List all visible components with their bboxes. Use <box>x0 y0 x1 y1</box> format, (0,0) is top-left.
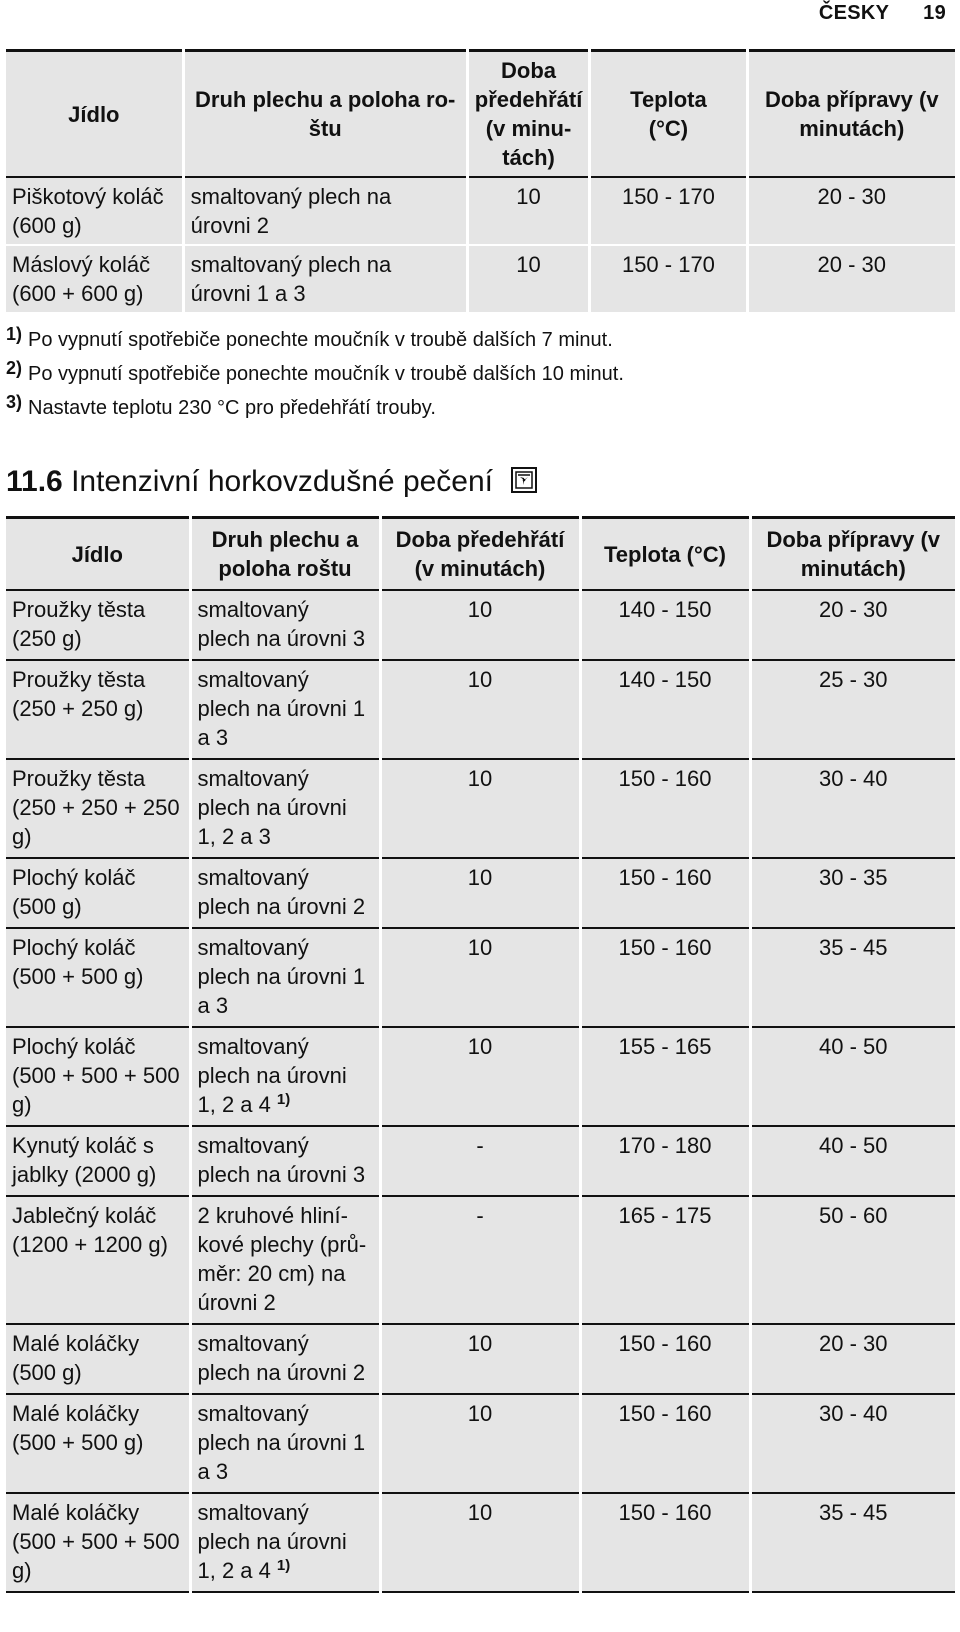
column-header-food: Jídlo <box>6 518 190 591</box>
column-header-temperature: Teplota (°C) <box>590 51 747 178</box>
cell-preheat-text: 10 <box>516 184 541 209</box>
cell-temperature <box>580 1324 750 1394</box>
cell-temperature-text: 170 - 180 <box>618 1133 712 1158</box>
cell-tray-text: smaltovaný plech na úrovni 1, 2 a 4 <box>197 1034 347 1117</box>
cell-food <box>6 1493 190 1592</box>
cell-food-text: Piškotový koláč (600 g) <box>12 184 164 238</box>
cell-food-text: Plochý koláč (500 g) <box>12 865 136 919</box>
footnote-reference: 1) <box>276 1556 291 1574</box>
cell-food <box>6 1196 190 1324</box>
footnote-reference: 1) <box>276 1090 291 1108</box>
cell-preheat-text: 10 <box>467 935 493 960</box>
cell-food <box>6 928 190 1027</box>
column-header-tray: Druh plechu a poloha roštu <box>190 518 380 591</box>
cell-tray <box>190 590 380 660</box>
cell-food-text: Proužky těsta (250 + 250 + 250 g) <box>12 766 180 849</box>
cell-time-text: 35 - 45 <box>819 935 888 960</box>
cell-preheat-text: 10 <box>467 1034 493 1059</box>
footnote-number: 3) <box>6 392 23 412</box>
cell-time-text: 30 - 35 <box>819 865 888 890</box>
cell-food <box>6 1027 190 1126</box>
cell-tray <box>190 1027 380 1126</box>
cell-food <box>6 1394 190 1493</box>
cell-time-text: 25 - 30 <box>819 667 888 692</box>
cell-food-text: Malé koláčky (500 + 500 + 500 g) <box>12 1500 180 1583</box>
cell-time <box>750 660 955 759</box>
cell-time-text: 35 - 45 <box>819 1500 888 1525</box>
cell-preheat <box>380 1493 580 1592</box>
column-header-food: Jídlo <box>6 51 183 178</box>
cell-food <box>6 1126 190 1196</box>
cell-preheat <box>467 245 590 313</box>
cell-time <box>750 1324 955 1394</box>
cell-preheat <box>467 177 590 245</box>
cell-preheat-text: 10 <box>467 865 493 890</box>
cell-temperature <box>580 928 750 1027</box>
cell-temperature <box>590 177 747 245</box>
cell-tray <box>190 928 380 1027</box>
cell-temperature <box>580 759 750 858</box>
cell-temperature-text: 150 - 160 <box>618 1331 712 1356</box>
cell-preheat-text: 10 <box>467 1500 493 1525</box>
section-title-text: Intenzivní horkovzdušné pečení <box>71 465 494 498</box>
cell-temperature-text: 155 - 165 <box>618 1034 712 1059</box>
cell-tray <box>183 245 467 313</box>
cell-preheat-text: 10 <box>467 667 493 692</box>
cell-preheat-text: - <box>476 1133 484 1158</box>
cell-preheat <box>380 928 580 1027</box>
cell-time <box>750 1394 955 1493</box>
cell-preheat <box>380 759 580 858</box>
cell-preheat-text: 10 <box>467 1331 493 1356</box>
cell-tray <box>190 1324 380 1394</box>
cell-temperature <box>580 1493 750 1592</box>
cell-food <box>6 245 183 313</box>
cell-tray-text: smaltovaný plech na úrovni 1 a 3 <box>197 1401 366 1484</box>
cell-temperature-text: 140 - 150 <box>618 667 712 692</box>
column-header-time: Doba přípravy (v minutách) <box>766 527 941 581</box>
cell-tray-text: smaltovaný plech na úrovni 1, 2 a 3 <box>197 766 347 849</box>
cell-tray-text: smaltovaný plech na úrovni 2 <box>190 184 392 238</box>
cell-food <box>6 858 190 928</box>
cell-food-text: Proužky těsta (250 g) <box>12 597 146 651</box>
table-row <box>6 759 955 858</box>
true-fan-cooking-icon <box>511 467 537 493</box>
cell-preheat <box>380 1394 580 1493</box>
cell-preheat <box>380 1196 580 1324</box>
cell-temperature-text: 150 - 170 <box>621 252 715 277</box>
column-header-tray: Druh plechu a poloha ro- štu <box>183 51 467 178</box>
footnote-number: 1) <box>6 324 23 344</box>
cell-preheat <box>380 660 580 759</box>
cell-temperature-text: 150 - 160 <box>618 1401 712 1426</box>
cell-time <box>750 928 955 1027</box>
cell-tray-text: smaltovaný plech na úrovni 3 <box>197 597 366 651</box>
cell-time <box>750 1126 955 1196</box>
cell-time <box>750 1493 955 1592</box>
table-row <box>6 1324 955 1394</box>
cell-temperature-text: 150 - 160 <box>618 935 712 960</box>
table-row <box>6 1394 955 1493</box>
cell-tray <box>190 1394 380 1493</box>
cell-preheat <box>380 1324 580 1394</box>
cell-tray <box>183 177 467 245</box>
cell-preheat-text: 10 <box>467 597 493 622</box>
column-header-temperature: Teplota (°C) <box>580 518 750 591</box>
cell-preheat-text: 10 <box>516 252 541 277</box>
cell-time <box>747 177 955 245</box>
cell-tray <box>190 1126 380 1196</box>
cell-time-text: 20 - 30 <box>819 597 888 622</box>
cell-food-text: Plochý koláč (500 + 500 + 500 g) <box>12 1034 180 1117</box>
cell-time-text: 40 - 50 <box>819 1133 888 1158</box>
column-header-preheat: Doba předehřátí (v minu- tách) <box>467 51 590 178</box>
cell-temperature <box>580 858 750 928</box>
table-row <box>6 660 955 759</box>
cell-food <box>6 759 190 858</box>
cell-food-text: Proužky těsta (250 + 250 g) <box>12 667 146 721</box>
footnote-text: Po vypnutí spotřebiče ponechte moučník v troubě dalších 10 minut. <box>28 363 624 385</box>
table-row <box>6 858 955 928</box>
cell-time <box>750 858 955 928</box>
cell-preheat-text: - <box>476 1203 484 1228</box>
cell-temperature <box>580 590 750 660</box>
cell-tray <box>190 1493 380 1592</box>
cell-temperature <box>580 660 750 759</box>
cell-food-text: Kynutý koláč s jablky (2000 g) <box>12 1133 157 1187</box>
cell-temperature-text: 150 - 160 <box>618 865 712 890</box>
baking-table-2 <box>6 516 955 1593</box>
table-row <box>6 1126 955 1196</box>
section-title <box>6 462 537 502</box>
cell-temperature-text: 150 - 160 <box>618 766 712 791</box>
cell-food <box>6 660 190 759</box>
table-row <box>6 590 955 660</box>
table-row <box>6 1027 955 1126</box>
cell-food <box>6 177 183 245</box>
cell-preheat-text: 10 <box>467 766 493 791</box>
cell-temperature <box>590 245 747 313</box>
cell-tray-text: smaltovaný plech na úrovni 1 a 3 <box>197 935 366 1018</box>
footnote-number: 2) <box>6 358 23 378</box>
cell-tray-text: smaltovaný plech na úrovni 1 a 3 <box>190 252 392 306</box>
cell-time-text: 30 - 40 <box>819 1401 888 1426</box>
cell-time <box>750 759 955 858</box>
page-number: 19 <box>923 2 946 24</box>
column-header-preheat: Doba předehřátí (v minutách) <box>380 518 580 591</box>
cell-time <box>750 1027 955 1126</box>
cell-time-text: 20 - 30 <box>817 184 887 209</box>
cell-food <box>6 590 190 660</box>
cell-time-text: 40 - 50 <box>819 1034 888 1059</box>
table-header-row <box>6 518 955 591</box>
cell-preheat-text: 10 <box>467 1401 493 1426</box>
cell-temperature <box>580 1126 750 1196</box>
cell-tray-text: smaltovaný plech na úrovni 2 <box>197 1331 366 1385</box>
cell-time-text: 50 - 60 <box>819 1203 888 1228</box>
table-row <box>6 928 955 1027</box>
cell-temperature-text: 150 - 160 <box>618 1500 712 1525</box>
footnote-3 <box>6 392 436 420</box>
table-row <box>6 177 955 245</box>
cell-food <box>6 1324 190 1394</box>
footnote-2 <box>6 358 624 386</box>
column-header-time: Doba přípravy (v minutách) <box>764 87 939 141</box>
cell-preheat <box>380 1126 580 1196</box>
cell-tray-text: smaltovaný plech na úrovni 2 <box>197 865 366 919</box>
cell-preheat <box>380 858 580 928</box>
page-header <box>819 2 946 25</box>
table-row <box>6 245 955 313</box>
cell-preheat <box>380 1027 580 1126</box>
footnote-text: Nastavte teplotu 230 °C pro předehřátí trouby. <box>28 397 436 419</box>
cell-tray-text: smaltovaný plech na úrovni 3 <box>197 1133 366 1187</box>
cell-temperature <box>580 1196 750 1324</box>
cell-time-text: 30 - 40 <box>819 766 888 791</box>
cell-food-text: Malé koláčky (500 + 500 g) <box>12 1401 144 1455</box>
cell-tray-text: 2 kruhové hliní- kové plechy (prů- měr: 20 cm) na úrovni 2 <box>197 1203 367 1315</box>
cell-time-text: 20 - 30 <box>817 252 887 277</box>
cell-tray <box>190 858 380 928</box>
language-label: ČESKY <box>818 2 890 24</box>
cell-time <box>750 1196 955 1324</box>
cell-time <box>750 590 955 660</box>
table-header-row <box>6 51 955 178</box>
cell-food-text: Plochý koláč (500 + 500 g) <box>12 935 144 989</box>
cell-temperature <box>580 1394 750 1493</box>
cell-tray <box>190 759 380 858</box>
cell-temperature <box>580 1027 750 1126</box>
cell-tray-text: smaltovaný plech na úrovni 1, 2 a 4 <box>197 1500 347 1583</box>
cell-time <box>747 245 955 313</box>
cell-temperature-text: 165 - 175 <box>618 1203 712 1228</box>
cell-tray <box>190 1196 380 1324</box>
cell-preheat <box>380 590 580 660</box>
footnote-text: Po vypnutí spotřebiče ponechte moučník v troubě dalších 7 minut. <box>28 329 613 351</box>
cell-food-text: Jablečný koláč (1200 + 1200 g) <box>12 1203 168 1257</box>
cell-tray-text: smaltovaný plech na úrovni 1 a 3 <box>197 667 366 750</box>
section-number: 11.6 <box>6 465 63 498</box>
footnote-1 <box>6 324 613 352</box>
table-row <box>6 1196 955 1324</box>
baking-table-1 <box>6 49 955 314</box>
cell-temperature-text: 140 - 150 <box>618 597 712 622</box>
cell-temperature-text: 150 - 170 <box>621 184 715 209</box>
table-row <box>6 1493 955 1592</box>
cell-food-text: Máslový koláč (600 + 600 g) <box>12 252 151 306</box>
cell-tray <box>190 660 380 759</box>
cell-food-text: Malé koláčky (500 g) <box>12 1331 140 1385</box>
cell-time-text: 20 - 30 <box>819 1331 888 1356</box>
